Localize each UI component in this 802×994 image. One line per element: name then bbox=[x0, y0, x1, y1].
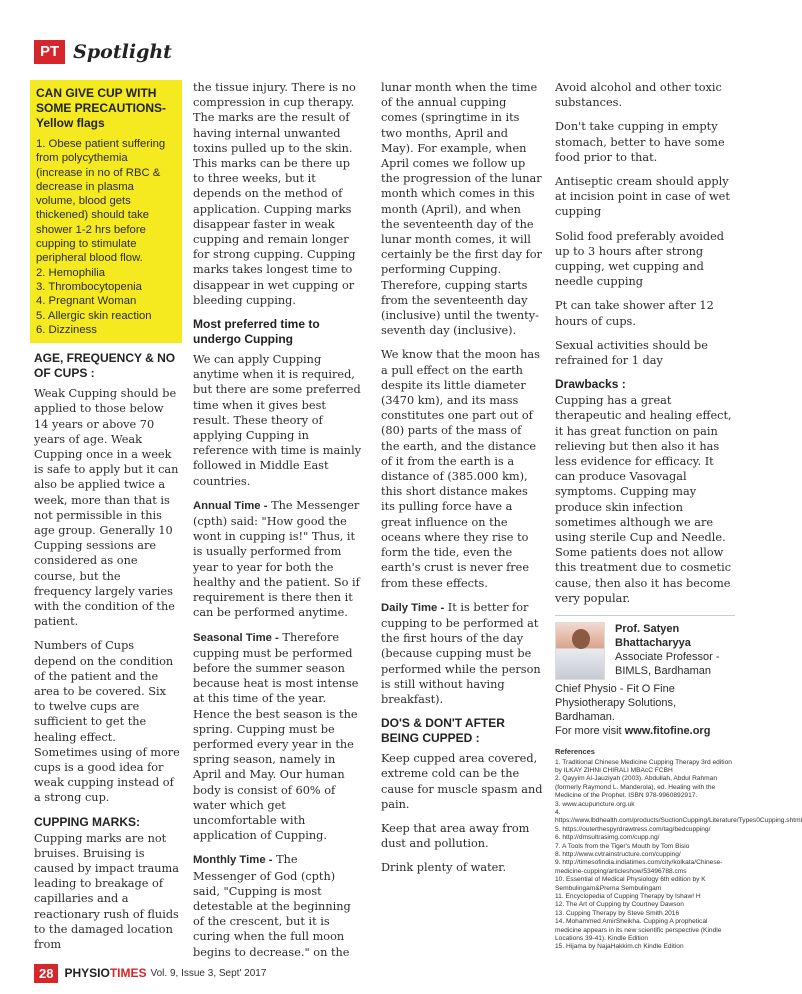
dos-item: Avoid alcohol and other toxic substances. bbox=[555, 81, 722, 110]
reference-item: 1. Traditional Chinese Medicine Cupping Therapy 3rd edition by ILKAY ZIHNI CHIRALI MBAcC FCBH bbox=[555, 758, 732, 774]
lunar-month-paragraph: lunar month when the time of the annual cupping comes (springtime in its two months, April and May). For example, when April comes we follow up the progression of the lunar month which comes in this month (April), and when the seventeenth day of the lunar month comes, it will certainly be the first day for performing Cupping. Therefore, cupping starts from the seventeenth day (inclusive) until the twenty-seventh day (inclusive). bbox=[381, 81, 542, 338]
yellow-flag-item: 6. Dizziness bbox=[36, 323, 97, 336]
cupping-marks-heading: CUPPING MARKS: bbox=[34, 814, 141, 829]
page-footer bbox=[34, 962, 266, 984]
daily-time-text: It is better for cupping to be performed at the first hours of the day (because cupping must be performed while the person is still without having breakfast). bbox=[381, 600, 541, 706]
dos-donts-heading: DO'S & DON'T AFTER BEING CUPPED : bbox=[381, 716, 505, 746]
reference-item: 12. The Art of Cupping by Courtney Dawson bbox=[555, 901, 684, 909]
reference-item: 6. http://dmsultrasimg.com/cupp.ng/ bbox=[555, 834, 660, 842]
dos-item: Solid food preferably avoided up to 3 hours after strong cupping, wet cupping and needle cupping bbox=[555, 229, 725, 289]
yellow-flag-item: 4. Pregnant Woman bbox=[36, 295, 137, 308]
monthly-time-paragraph bbox=[193, 852, 363, 959]
daily-time-label: Daily Time - bbox=[381, 601, 445, 614]
reference-item: 7. A Tools from the Tiger's Mouth by Tom Bisio bbox=[555, 842, 690, 850]
section-badge: PT bbox=[34, 40, 65, 64]
column-3 bbox=[381, 80, 543, 885]
reference-item: 13. Cupping Therapy by Steve Smith 2016 bbox=[555, 909, 680, 917]
yellow-flags-heading: CAN GIVE CUP WITH SOME PRECAUTIONS- Yellow flags bbox=[36, 86, 167, 130]
reference-item: 8. http://www.cvtrainstructure.com/cupping/ bbox=[555, 850, 681, 858]
dos-item: Pt can take shower after 12 hours of cups. bbox=[555, 299, 714, 328]
author-extra bbox=[555, 682, 735, 738]
author-info bbox=[615, 622, 720, 680]
yellow-flags-box bbox=[30, 80, 182, 343]
reference-item: 4. https://www.lbdhealth.com/products/SuctionCupping/Literature/Types0Cupping.shtml bbox=[555, 808, 802, 825]
reference-item: 15. Hijama by NajaHakkim.ch Kindle Edition bbox=[555, 943, 684, 951]
drawbacks-heading: Drawbacks : bbox=[555, 377, 626, 392]
reference-item: 2. Qayyim Al-Jauziyah (2003). Abdullah, Abdul Rahman (formerly Raymond L. Manderola), ed. Healing with the Medicine of the Prophet. ISBN 978-9960892917. bbox=[555, 775, 718, 800]
dos-item: Sexual activities should be refrained for 1 day bbox=[555, 338, 708, 368]
author-photo bbox=[555, 622, 605, 680]
page-number: 28 bbox=[34, 964, 58, 983]
dos-item: Don't take cupping in empty stomach, better to have some food prior to that. bbox=[555, 120, 725, 164]
dos-item: Drink plenty of water. bbox=[381, 861, 507, 875]
age-frequency-heading: AGE, FREQUENCY & NO OF CUPS : bbox=[34, 351, 176, 381]
reference-item: 5. https://outerthespyrdrawtress.com/tag/bedcupping/ bbox=[555, 825, 711, 833]
website-prefix: For more visit bbox=[555, 725, 625, 738]
dos-item: Keep that area away from dust and pollution. bbox=[381, 821, 530, 851]
preferred-time-paragraph: We can apply Cupping anytime when it is required, but there are some preferred time when it gives best result. These theory of applying Cupping in reference with time is mainly followed in Middle East countries. bbox=[193, 353, 362, 488]
issue-info: Vol. 9, Issue 3, Sept' 2017 bbox=[150, 967, 267, 979]
author-name: Prof. Satyen bbox=[615, 623, 680, 636]
monthly-time-text: The Messenger of God (cpth) said, "Cupping is most detestable at the beginning of the crescent, but it is curing when the full moon begins to decrease." on the bbox=[193, 853, 351, 959]
yellow-flag-item: 3. Thrombocytopenia bbox=[36, 280, 142, 293]
column-2 bbox=[193, 80, 363, 969]
author-block bbox=[555, 615, 735, 680]
column-4 bbox=[555, 80, 802, 952]
preferred-time-heading: Most preferred time to undergo Cupping bbox=[193, 317, 320, 347]
yellow-flag-item: 1. Obese patient suffering from polycythemia (increase in no of RBC & decrease in plasma volume, blood gets thickened) should take shower 1-2 hrs before cupping to stimulate peripheral blood flow. bbox=[36, 138, 166, 265]
drawbacks-paragraph: Cupping has a great therapeutic and healing effect, it has great function on pain relieving but then also it has less evidence for efficacy. It can produce Vasovagal symptoms. Cupping may produce skin infection sometimes although we are using sterile Cup and Needle. Some patients does not allow this treatment due to cosmetic cause, then also it has become very popular. bbox=[555, 394, 732, 605]
website-link[interactable]: www.fitofine.org bbox=[624, 725, 711, 738]
reference-item: 3. www.acupuncture.org.uk bbox=[555, 800, 635, 808]
author-website bbox=[555, 724, 735, 738]
magazine-name bbox=[64, 966, 146, 980]
yellow-flag-item: 5. Allergic skin reaction bbox=[36, 309, 152, 322]
annual-time-label: Annual Time - bbox=[193, 499, 268, 512]
brand-part-2: TIMES bbox=[109, 966, 147, 980]
seasonal-time-text: Therefore cupping must be performed before the summer season because heat is most intense at this time of the year. Hence the best season is the spring. Cupping must be performed every year in the spring season, namely in April and May. Our human body is consist of 60% of water which get uncomfortable with application of Cupping. bbox=[193, 630, 359, 843]
seasonal-time-paragraph bbox=[193, 630, 363, 844]
reference-item: 9. http://timesofindia.indiatimes.com/city/kolkata/Chinese-medicine-cupping/articleshow/53496788.cms bbox=[555, 859, 723, 875]
daily-time-paragraph bbox=[381, 600, 543, 707]
references bbox=[555, 747, 802, 952]
annual-time-paragraph bbox=[193, 498, 363, 621]
moon-effect-paragraph: We know that the moon has a pull effect on the earth despite its little diameter (3470 km), and its mass constitutes one part out of (80) parts of the mass of the earth, and the distance of it from the earth is a distance of (385.000 km), this short distance makes its pulling force have a great influence on the oceans where they rise to form the tide, even the earth's crust is never free from these effects. bbox=[381, 348, 540, 590]
age-paragraph-2: Numbers of Cups depend on the condition of the patient and the area to be covered. Six to twelve cups are sufficient to get the healing effect. Sometimes using of more cups is a good idea for weak cupping instead of a strong cup. bbox=[34, 639, 180, 805]
reference-item: 11. Encyclopedia of Cupping Therapy by Ishaw! H bbox=[555, 893, 701, 900]
annual-time-text: The Messenger (cpth) said: "How good the wont in cupping is!" Thus, it is usually performed from year to year for both the healthy and the patient. So if requirement is there then it can be performed anytime. bbox=[193, 498, 360, 620]
yellow-flag-item: 2. Hemophilia bbox=[36, 266, 106, 279]
references-heading: References bbox=[555, 747, 595, 757]
brand-part-1: PHYSIO bbox=[64, 966, 110, 980]
reference-item: 10. Essential of Medical Physiology 6th edition by K Sembulingam&Prema Sembulingam bbox=[555, 876, 706, 892]
author-role: Associate Professor - bbox=[615, 651, 720, 664]
column-1 bbox=[34, 80, 180, 961]
dos-item: Antiseptic cream should apply at incision point in case of wet cupping bbox=[555, 175, 730, 219]
cupping-marks-paragraph: Cupping marks are not bruises. Bruising is caused by impact trauma leading to breakage of capillaries and a reactionary rush of fluids to the damaged location from bbox=[34, 831, 179, 952]
monthly-time-label: Monthly Time - bbox=[193, 854, 273, 867]
reference-item: 14. Mohammed AmirSheikha. Cupping A prophetical medicine appears in its new scientific perspective (Kindle Locations 39-41). Kindle Edition bbox=[555, 918, 722, 943]
section-title: Spotlight bbox=[73, 41, 172, 63]
author-organization: BIMLS, Bardhaman bbox=[615, 665, 711, 678]
author-affiliation: Chief Physio - Fit O Fine Physiotherapy Solutions, Bardhaman. bbox=[555, 683, 677, 724]
author-name: Bhattacharyya bbox=[615, 637, 691, 650]
dos-item: Keep cupped area covered, extreme cold can be the cause for muscle spasm and pain. bbox=[381, 752, 543, 811]
page-header bbox=[34, 38, 734, 66]
age-paragraph-1: Weak Cupping should be applied to those below 14 years or above 70 years of age. Weak Cupping once in a week is safe to apply but it can also be applied twice a week, more than that is not permissible in this age group. Generally 10 Cupping sessions are considered as one course, but the frequency largely varies with the condition of the patient. bbox=[34, 387, 179, 629]
seasonal-time-label: Seasonal Time - bbox=[193, 631, 279, 644]
marks-continued-paragraph: the tissue injury. There is no compression in cup therapy. The marks are the result of having internal unwanted toxins pulled up to the skin. This marks can be there up to three weeks, but it depends on the method of application. Cupping marks disappear faster in weak cupping and remain longer for strong cupping. Cupping marks takes longest time to disappear in wet cupping or bleeding cupping. bbox=[193, 81, 356, 307]
